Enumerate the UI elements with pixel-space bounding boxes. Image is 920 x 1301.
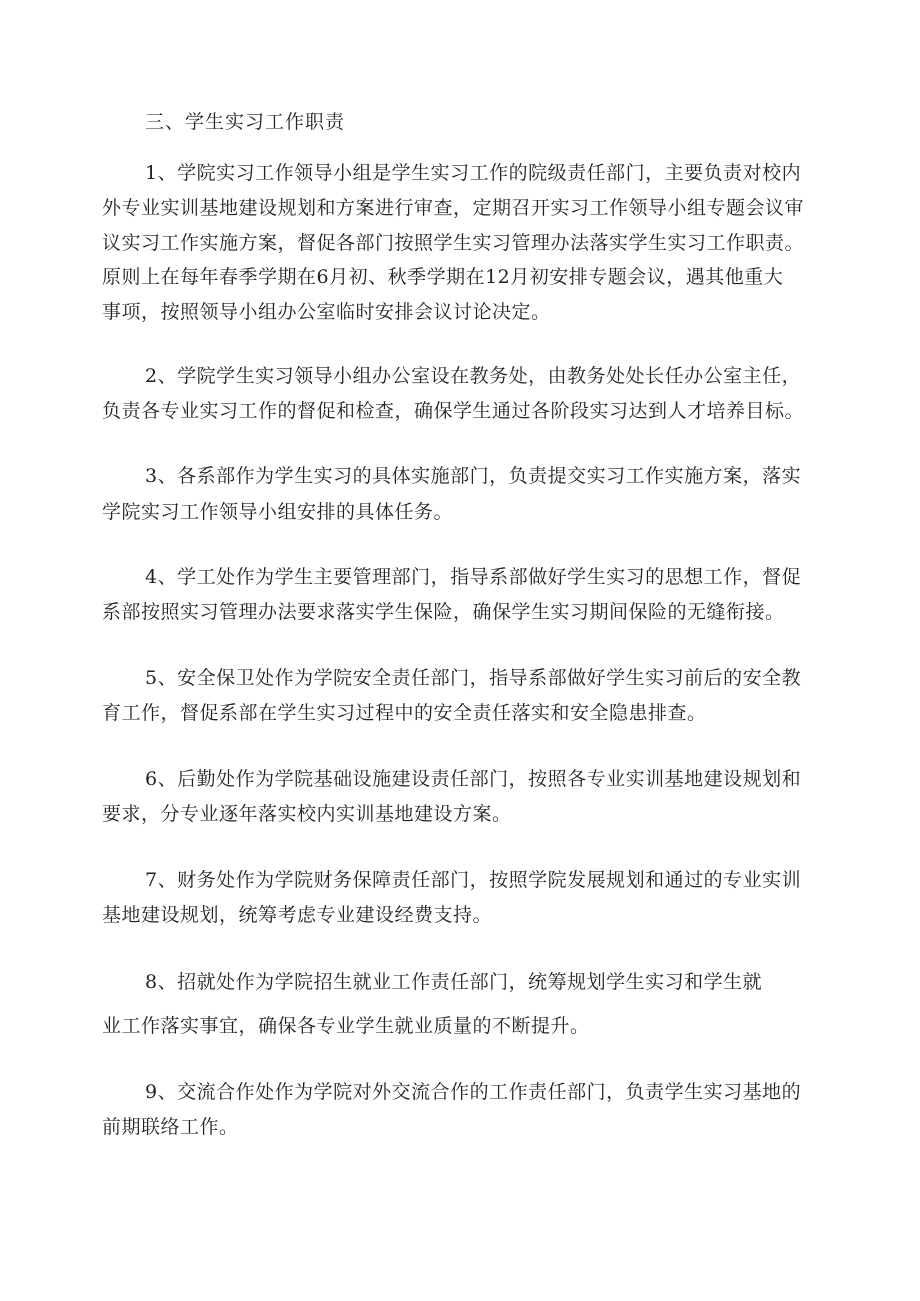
paragraph-9-line-1: 9、交流合作处作为学院对外交流合作的工作责任部门，负责学生实习基地的 <box>145 1081 802 1103</box>
paragraph-9-line-2: 前期联络工作。 <box>102 1116 239 1138</box>
paragraph-8-line-1: 8、招就处作为学院招生就业工作责任部门，统筹规划学生实习和学生就 <box>145 971 763 993</box>
paragraph-7-line-1: 7、财务处作为学院财务保障责任部门，按照学院发展规划和通过的专业实训 <box>145 869 802 891</box>
paragraph-2-line-1: 2、学院学生实习领导小组办公室设在教务处，由教务处处长任办公室主任， <box>145 365 802 387</box>
paragraph-2-line-2: 负责各专业实习工作的督促和检查，确保学生通过各阶段实习达到人才培养目标。 <box>102 400 805 422</box>
paragraph-4-line-1: 4、学工处作为学生主要管理部门，指导系部做好学生实习的思想工作，督促 <box>145 566 802 588</box>
paragraph-6-line-2: 要求，分专业逐年落实校内实训基地建设方案。 <box>102 803 512 825</box>
paragraph-6-line-1: 6、后勤处作为学院基础设施建设责任部门，按照各专业实训基地建设规划和 <box>145 768 802 790</box>
paragraph-7-line-2: 基地建设规划，统筹考虑专业建设经费支持。 <box>102 904 493 926</box>
section-heading: 三、学生实习工作职责 <box>145 111 346 133</box>
paragraph-1-line-4: 原则上在每年春季学期在6月初、秋季学期在12月初安排专题会议，遇其他重大 <box>102 266 784 288</box>
paragraph-3-line-2: 学院实习工作领导小组安排的具体任务。 <box>102 501 454 523</box>
paragraph-1-line-3: 议实习工作实施方案，督促各部门按照学生实习管理办法落实学生实习工作职责。 <box>102 232 805 254</box>
paragraph-4-line-2: 系部按照实习管理办法要求落实学生保险，确保学生实习期间保险的无缝衔接。 <box>102 601 785 623</box>
paragraph-5-line-2: 育工作，督促系部在学生实习过程中的安全责任落实和安全隐患排查。 <box>102 702 707 724</box>
paragraph-1-line-5: 事项，按照领导小组办公室临时安排会议讨论决定。 <box>102 301 551 323</box>
paragraph-5-line-1: 5、安全保卫处作为学院安全责任部门，指导系部做好学生实习前后的安全教 <box>145 667 802 689</box>
paragraph-1-line-2: 外专业实训基地建设规划和方案进行审查，定期召开实习工作领导小组专题会议审 <box>102 197 805 219</box>
paragraph-3-line-1: 3、各系部作为学生实习的具体实施部门，负责提交实习工作实施方案，落实 <box>145 465 802 487</box>
paragraph-1-line-1: 1、学院实习工作领导小组是学生实习工作的院级责任部门，主要负责对校内 <box>145 162 802 184</box>
paragraph-8-line-2: 业工作落实事宜，确保各专业学生就业质量的不断提升。 <box>102 1015 590 1037</box>
